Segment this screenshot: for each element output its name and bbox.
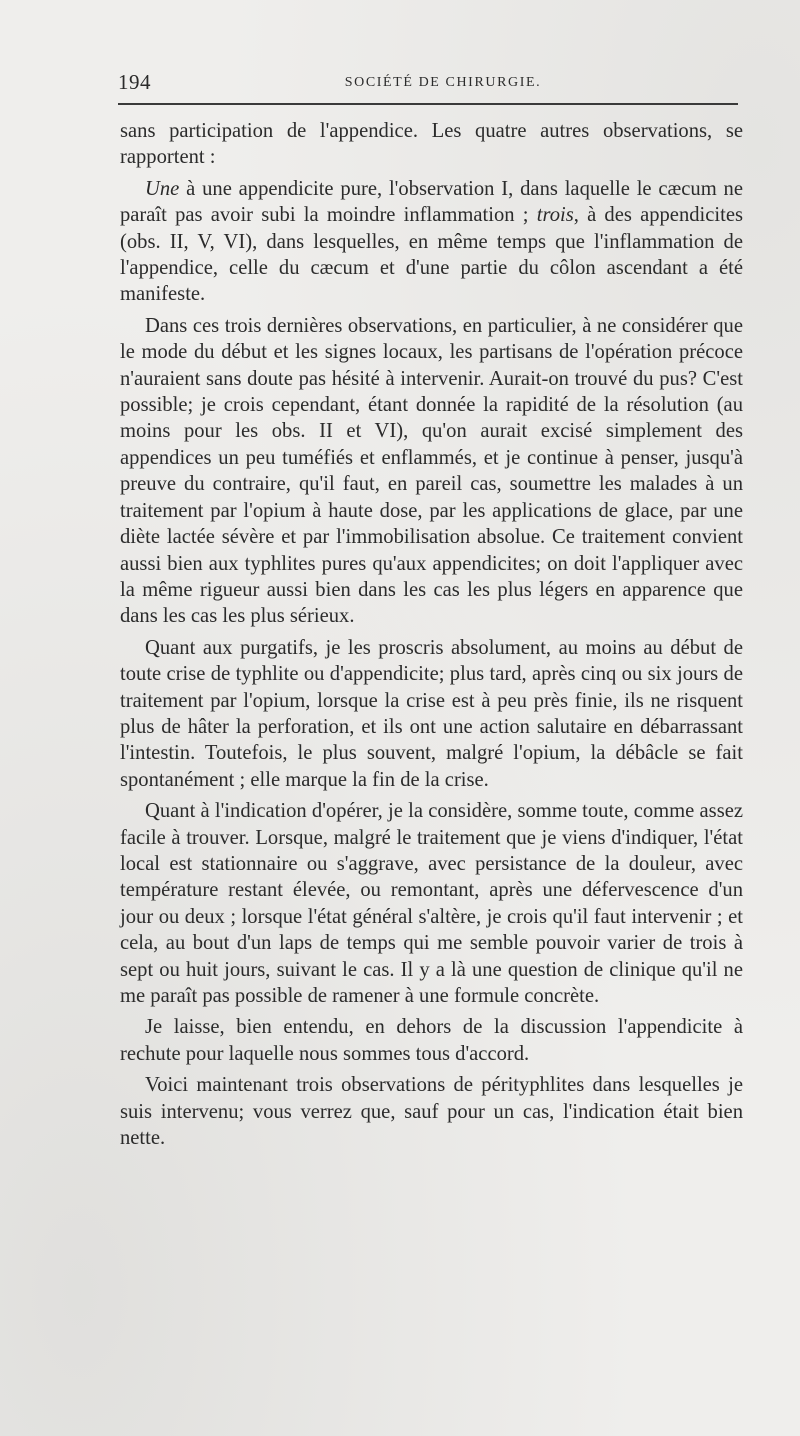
paragraph-5-text: Quant à l'indication d'opérer, je la considère, somme toute, comme assez facile à trouver. Lorsque, malgré le traitement que je viens d'indiquer, l'état local est stationnaire ou s'aggrave, avec persistance de la douleur, avec température restant élevée, ou remontant, après une défervescence d'un jour ou deux ; lorsque l'état général s'altère, je crois qu'il faut intervenir ; et cela, au bout d'un laps de temps qui me semble pouvoir varier de trois à sept ou huit jours, suivant le cas. Il y a là une question de clinique qu'il ne me paraît pas possible de ramener à une formule concrète. bbox=[120, 800, 743, 1007]
paragraph-3-text: Dans ces trois dernières observations, en particulier, à ne considérer que le mode du début et les signes locaux, les partisans de l'opération précoce n'auraient sans doute pas hésité à intervenir. Aurait-on trouvé du pus? C'est possible; je crois cependant, étant donnée la rapidité de la résolution (au moins pour les obs. II et VI), qu'on aurait excisé simplement des appendices un peu tuméfiés et enflammés, et je continue à penser, jusqu'à preuve du contraire, qu'il faut, en pareil cas, soumettre les malades à un traitement par l'opium à haute dose, par les applications de glace, par une diète lactée sévère et par l'immobilisation absolue. Ce traitement convient aussi bien aux typhlites pures qu'aux appendicites; on doit l'appliquer avec la même rigueur aussi bien dans les cas les plus légers en apparence que dans les cas les plus sérieux. bbox=[120, 314, 743, 628]
paragraph-2-end: , à des appendicites (obs. II, V, VI), dans lesquelles, en même temps que l'inflammation de l'appendice, celle du cæcum et d'une partie du côlon ascendant a été manifeste. bbox=[120, 204, 743, 306]
paragraph-7 bbox=[120, 1072, 743, 1151]
header-rule bbox=[118, 103, 738, 105]
body-text bbox=[120, 118, 743, 1151]
paragraph-1-text: sans participation de l'appendice. Les quatre autres observations, se rapportent : bbox=[120, 120, 743, 169]
paragraph-7-text: Voici maintenant trois observations de pérityphlites dans lesquelles je suis intervenu; vous verrez que, sauf pour un cas, l'indication était bien nette. bbox=[120, 1074, 743, 1150]
paragraph-2 bbox=[120, 176, 743, 308]
paragraph-6-text: Je laisse, bien entendu, en dehors de la discussion l'appendicite à rechute pour laquelle nous sommes tous d'accord. bbox=[120, 1016, 743, 1065]
paragraph-2-mid: à une appendicite pure, l'observation I, dans laquelle le cæcum ne paraît pas avoir subi la moindre inflammation ; bbox=[120, 177, 743, 227]
paragraph-6 bbox=[120, 1014, 743, 1067]
paragraph-1 bbox=[120, 118, 743, 171]
paragraph-2-italic-mid: trois bbox=[536, 204, 574, 227]
paragraph-3 bbox=[120, 313, 743, 630]
paragraph-2-italic-start: Une bbox=[145, 177, 180, 200]
running-head: SOCIÉTÉ DE CHIRURGIE. bbox=[344, 75, 542, 90]
paragraph-4-text: Quant aux purgatifs, je les proscris absolument, au moins au début de toute crise de typhlite ou d'appendicite; plus tard, après cinq ou six jours de traitement par l'opium, lorsque la crise est à peu près finie, ils ne risquent plus de hâter la perforation, et ils ont une action salutaire en débarrassant l'intestin. Toutefois, le plus souvent, malgré l'opium, la débâcle se fait spontanément ; elle marque la fin de la crise. bbox=[120, 636, 743, 791]
page-header bbox=[118, 70, 738, 96]
page-number: 194 bbox=[118, 70, 151, 94]
paragraph-5 bbox=[120, 798, 743, 1009]
paragraph-4 bbox=[120, 635, 743, 793]
